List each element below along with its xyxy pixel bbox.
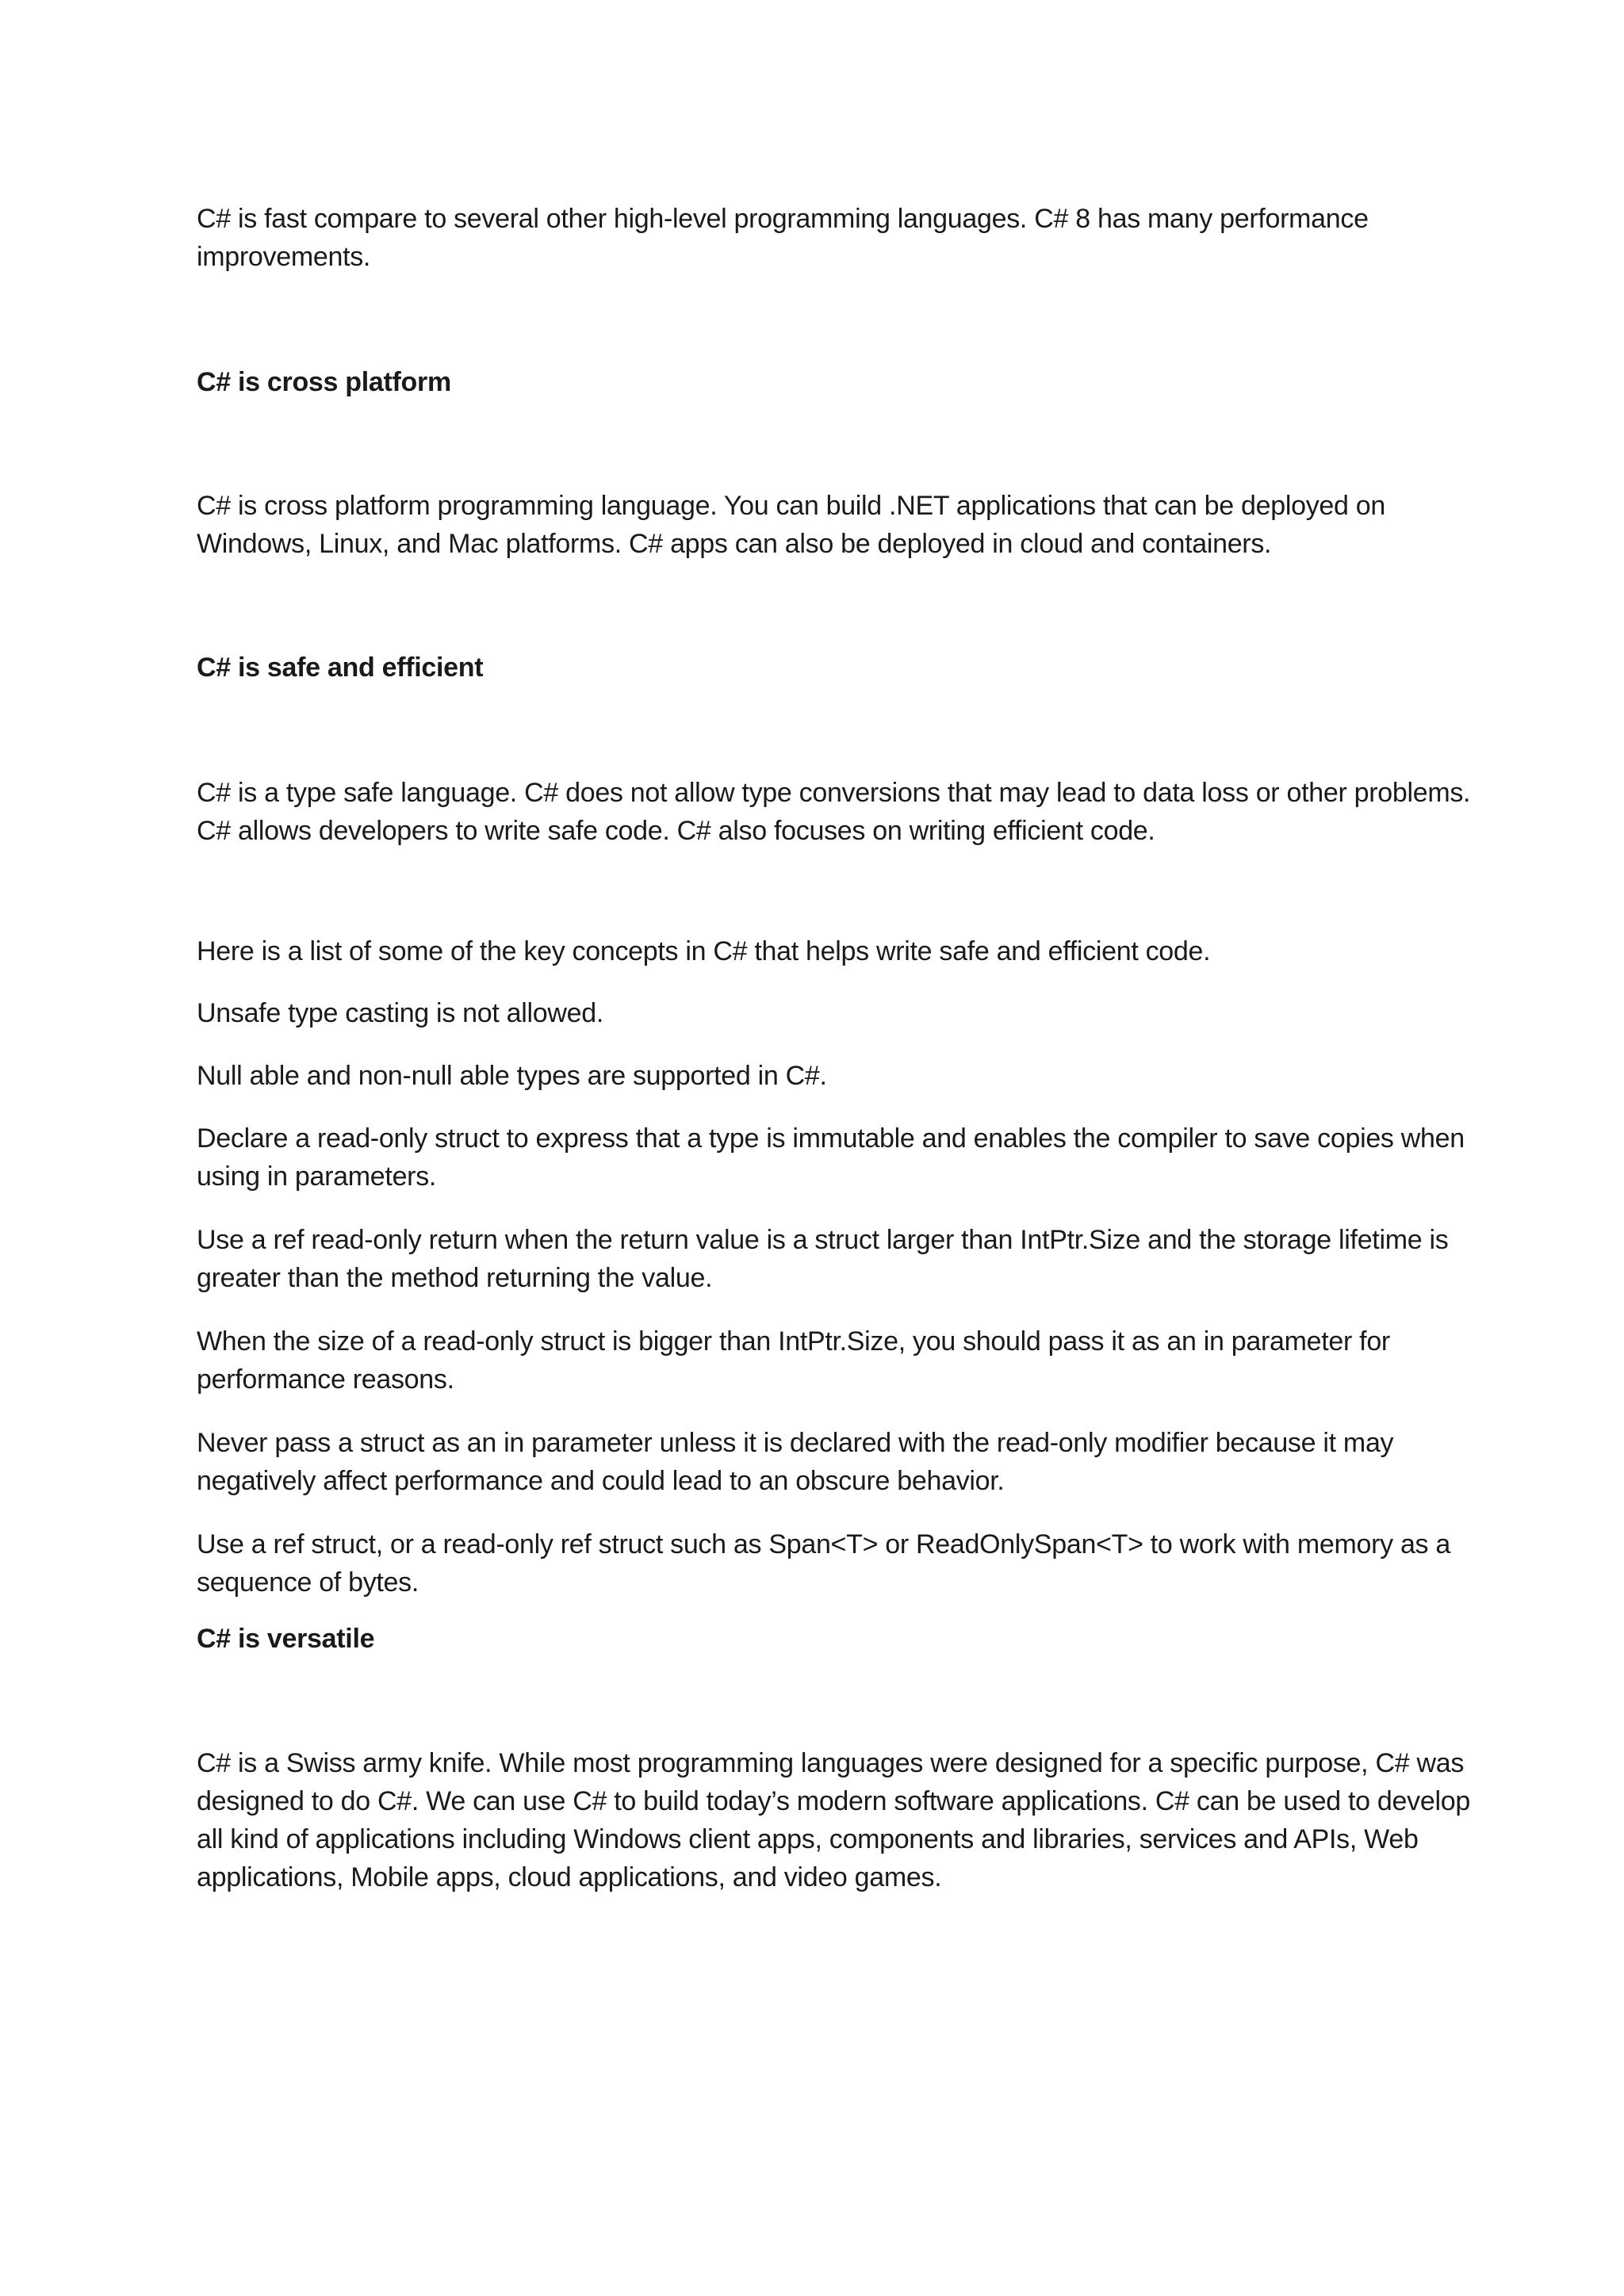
paragraph-ref-struct-span: Use a ref struct, or a read-only ref struct such as Span<T> or ReadOnlySpan<T> to work with memory as a sequence of bytes. [197,1529,1451,1598]
paragraph-cross-platform: C# is cross platform programming language. You can build .NET applications that can be deployed on Windows, Linux, and Mac platforms. C# apps can also be deployed in cloud and containers. [197,491,1386,559]
paragraph-never-pass-struct: Never pass a struct as an in parameter unless it is declared with the read-only modifier because it may negatively affect performance and could lead to an obscure behavior. [197,1428,1394,1496]
paragraph-performance: C# is fast compare to several other high-level programming languages. C# 8 has many performance improvements. [197,204,1369,272]
paragraph-ref-readonly-return: Use a ref read-only return when the return value is a struct larger than IntPtr.Size and the storage lifetime is greater than the method returning the value. [197,1225,1449,1293]
paragraph-list-intro: Here is a list of some of the key concepts in C# that helps write safe and efficient code. [197,936,1211,966]
paragraph-in-parameter: When the size of a read-only struct is bigger than IntPtr.Size, you should pass it as an in parameter for performance reasons. [197,1326,1390,1395]
paragraph-versatile: C# is a Swiss army knife. While most programming languages were designed for a specific purpose, C# was designed to do C#. We can use C# to build today’s modern software applications. C# can be used to develop all kind of applications including Windows client apps, components and libraries, services and APIs, Web applications, Mobile apps, cloud applications, and video games. [197,1748,1470,1892]
heading-cross-platform: C# is cross platform [197,367,451,397]
paragraph-nullable-types: Null able and non-null able types are supported in C#. [197,1061,827,1091]
paragraph-type-safe: C# is a type safe language. C# does not allow type conversions that may lead to data loss or other problems. C# allows developers to write safe code. C# also focuses on writing efficient code. [197,778,1471,846]
heading-safe-efficient: C# is safe and efficient [197,652,484,683]
heading-versatile: C# is versatile [197,1624,375,1654]
paragraph-readonly-struct: Declare a read-only struct to express that a type is immutable and enables the compiler to save copies when using in parameters. [197,1123,1465,1192]
paragraph-unsafe-casting: Unsafe type casting is not allowed. [197,998,604,1028]
